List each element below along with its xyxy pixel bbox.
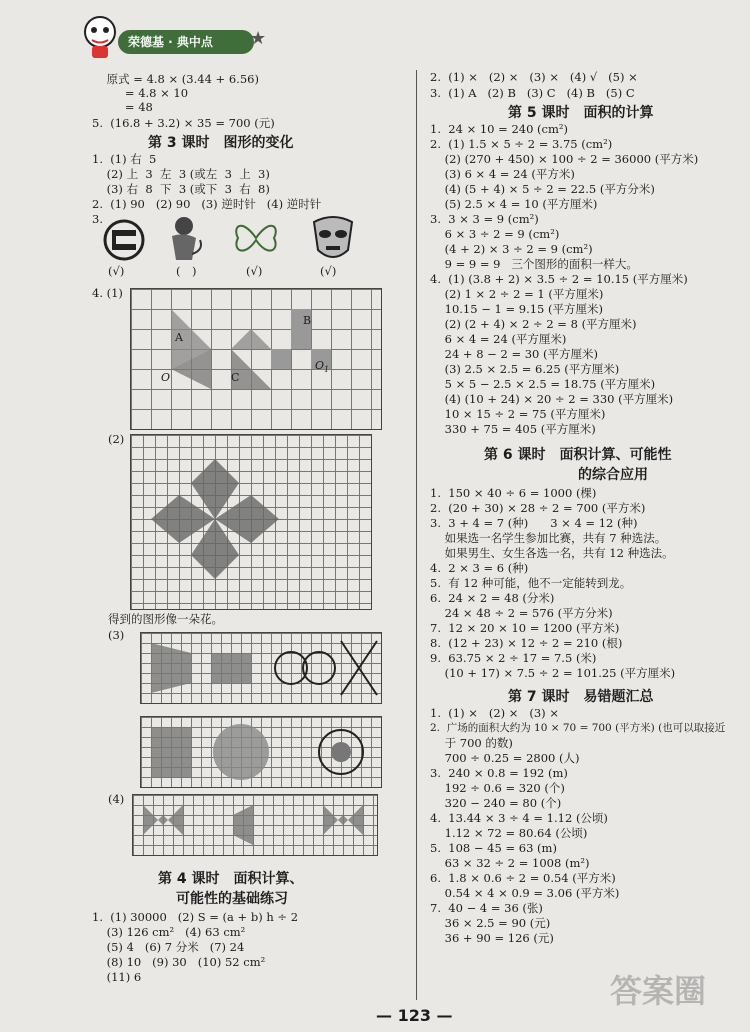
- section-title-lesson4-line2: 可能性的基础练习: [176, 891, 288, 907]
- text-line: (8) 10 (9) 30 (10) 52 cm²: [92, 955, 266, 969]
- text-line: 1. 150 × 40 ÷ 6 = 1000 (棵): [430, 486, 597, 500]
- text-line: 10 × 15 ÷ 2 = 75 (平方厘米): [430, 407, 606, 421]
- text-line: 5. (16.8 + 3.2) × 35 = 700 (元): [92, 116, 275, 130]
- text-line: 10.15 − 1 = 9.15 (平方厘米): [430, 302, 603, 316]
- butterfly-icon: [232, 216, 280, 260]
- question-label: (4): [108, 792, 125, 806]
- text-line: 1. (1) 30000 (2) S = (a + b) h ÷ 2: [92, 910, 299, 924]
- text-line: (2) (2 + 4) × 2 ÷ 2 = 8 (平方厘米): [430, 317, 637, 331]
- text-line: (2) 1 × 2 ÷ 2 = 1 (平方厘米): [430, 287, 604, 301]
- text-line: 320 − 240 = 80 (个): [430, 796, 562, 810]
- text-line: 4. (1) (3.8 + 2) × 3.5 ÷ 2 = 10.15 (平方厘米): [430, 272, 688, 286]
- text-line: 63 × 32 ÷ 2 = 1008 (m²): [430, 856, 590, 870]
- flower-shape: [131, 435, 371, 609]
- grid-figure-1: [130, 288, 382, 430]
- shape-b4: [271, 349, 291, 369]
- section-title-lesson4-line1: 第 4 课时 面积计算、: [158, 871, 304, 887]
- mascot-logo-icon: [80, 14, 120, 60]
- text-line: (3) 右 8 下 3 (或下 3 右 8): [92, 182, 270, 196]
- section-title-lesson6-line2: 的综合应用: [578, 467, 648, 483]
- coin-symbol-icon: [100, 218, 148, 262]
- text-line: 6 × 4 = 24 (平方厘米): [430, 332, 567, 346]
- text-line: 如果男生、女生各选一名，共有 12 种选法。: [430, 546, 674, 560]
- text-line: 36 × 2.5 = 90 (元): [430, 916, 551, 930]
- text-line: 3. 3 × 3 = 9 (cm²): [430, 212, 539, 226]
- text-line: (2) 上 3 左 3 (或左 3 上 3): [92, 167, 270, 181]
- caption: 得到的图形像一朵花。: [108, 612, 223, 626]
- text-line: 1. 24 × 10 = 240 (cm²): [430, 122, 568, 136]
- label-o1: $O_1$: [315, 359, 330, 375]
- text-line: 4. 13.44 × 3 ÷ 4 = 1.12 (公顷): [430, 811, 608, 825]
- text-line: 3. 3 + 4 = 7 (种) 3 × 4 = 12 (种): [430, 516, 638, 530]
- grid-figure-4: [132, 794, 378, 856]
- text-line: 于 700 的数): [430, 736, 513, 750]
- section-title-lesson3: 第 3 课时 图形的变化: [148, 135, 294, 151]
- text-line: (4) (10 + 24) × 20 ÷ 2 = 330 (平方厘米): [430, 392, 674, 406]
- answer-mark: (√): [108, 264, 125, 278]
- text-line: 1. (1) × (2) × (3) ×: [430, 706, 559, 720]
- text-line: (3) 126 cm² (4) 63 cm²: [92, 925, 246, 939]
- section-title-lesson6-line1: 第 6 课时 面积计算、可能性: [484, 447, 672, 463]
- answer-mark: (√): [320, 264, 337, 278]
- text-line: 8. (12 + 23) × 12 ÷ 2 = 210 (根): [430, 636, 623, 650]
- text-line: 原式 = 4.8 × (3.44 + 6.56): [92, 72, 259, 86]
- text-line: = 48: [92, 100, 153, 114]
- text-line: 700 ÷ 0.25 = 2800 (人): [430, 751, 580, 765]
- monkey-icon: [162, 214, 206, 264]
- text-line: 330 + 75 = 405 (平方厘米): [430, 422, 596, 436]
- text-line: 2. (1) × (2) × (3) × (4) √ (5) ×: [430, 70, 638, 84]
- text-line: 2. 广场的面积大约为 10 × 70 = 700 (平方米) (也可以取接近: [430, 722, 726, 734]
- opera-mask-icon: [310, 212, 356, 264]
- section-title-lesson5: 第 5 课时 面积的计算: [508, 105, 654, 121]
- text-line: 6. 1.8 × 0.6 ÷ 2 = 0.54 (平方米): [430, 871, 616, 885]
- text-line: 6. 24 × 2 = 48 (分米): [430, 591, 555, 605]
- text-line: 1.12 × 72 = 80.64 (公顷): [430, 826, 588, 840]
- text-line: (2) (270 + 450) × 100 ÷ 2 = 36000 (平方米): [430, 152, 699, 166]
- text-line: (4 + 2) × 3 ÷ 2 = 9 (cm²): [430, 242, 593, 256]
- text-line: = 4.8 × 10: [92, 86, 189, 100]
- brand-logo: 荣德基 · 典中点: [118, 30, 254, 54]
- text-line: 如果选一名学生参加比赛，共有 7 种选法。: [430, 531, 667, 545]
- text-line: (10 + 17) × 7.5 ÷ 2 = 101.25 (平方厘米): [430, 666, 676, 680]
- text-line: (3) 2.5 × 2.5 = 6.25 (平方厘米): [430, 362, 620, 376]
- text-line: (5) 2.5 × 4 = 10 (平方厘米): [430, 197, 598, 211]
- star-icon: ★: [250, 28, 267, 49]
- grid-figure-3b: [140, 716, 382, 788]
- text-line: 2. (20 + 30) × 28 ÷ 2 = 700 (平方米): [430, 501, 646, 515]
- text-line: 3. (1) A (2) B (3) C (4) B (5) C: [430, 86, 635, 100]
- text-line: 4. 2 × 3 = 6 (种): [430, 561, 529, 575]
- grid-figure-3a: [140, 632, 382, 704]
- text-line: 3. 240 × 0.8 = 192 (m): [430, 766, 568, 780]
- page-number: — 123 —: [376, 1006, 453, 1025]
- text-line: 24 + 8 − 2 = 30 (平方厘米): [430, 347, 598, 361]
- transform-shapes: [131, 289, 381, 429]
- shape-b2: [291, 329, 311, 349]
- text-line: 5 × 5 − 2.5 × 2.5 = 18.75 (平方厘米): [430, 377, 656, 391]
- watermark-logo: 答案圈: [610, 972, 707, 1010]
- text-line: 5. 108 − 45 = 63 (m): [430, 841, 557, 855]
- answer-mark: ( ): [176, 264, 197, 278]
- text-line: 9 = 9 = 9 三个图形的面积一样大。: [430, 257, 638, 271]
- text-line: 192 ÷ 0.6 = 320 (个): [430, 781, 565, 795]
- section-title-lesson7: 第 7 课时 易错题汇总: [508, 689, 654, 705]
- text-line: 0.54 × 4 × 0.9 = 3.06 (平方米): [430, 886, 620, 900]
- text-line: 2. (1) 90 (2) 90 (3) 逆时针 (4) 逆时针: [92, 197, 322, 211]
- rotation-shapes: [133, 795, 377, 855]
- question-label: (3): [108, 628, 125, 642]
- label-o: O: [161, 371, 171, 384]
- text-line: 5. 有 12 种可能，他不一定能转到龙。: [430, 576, 632, 590]
- symmetry-shapes-b: [141, 717, 381, 787]
- shape-c2: [231, 329, 271, 349]
- question-label: (2): [108, 432, 125, 446]
- question-label: 4. (1): [92, 286, 123, 300]
- text-line: 2. (1) 1.5 × 5 ÷ 2 = 3.75 (cm²): [430, 137, 613, 151]
- label-c: C: [231, 371, 240, 384]
- text-line: (4) (5 + 4) × 5 ÷ 2 = 22.5 (平方分米): [430, 182, 655, 196]
- grid-figure-2: [130, 434, 372, 610]
- text-line: 9. 63.75 × 2 ÷ 17 = 7.5 (米): [430, 651, 597, 665]
- column-divider: [416, 70, 417, 1000]
- text-line: 3.: [92, 212, 103, 226]
- label-a: A: [175, 331, 183, 344]
- text-line: 1. (1) 右 5: [92, 152, 157, 166]
- answer-mark: (√): [246, 264, 263, 278]
- symmetry-shapes-a: [141, 633, 381, 703]
- text-line: 7. 12 × 20 × 10 = 1200 (平方米): [430, 621, 620, 635]
- text-line: 6 × 3 ÷ 2 = 9 (cm²): [430, 227, 560, 241]
- text-line: 7. 40 − 4 = 36 (张): [430, 901, 543, 915]
- text-line: 36 + 90 = 126 (元): [430, 931, 554, 945]
- text-line: (5) 4 (6) 7 分米 (7) 24: [92, 940, 245, 954]
- label-b: B: [303, 314, 312, 327]
- text-line: 24 × 48 ÷ 2 = 576 (平方分米): [430, 606, 613, 620]
- text-line: (3) 6 × 4 = 24 (平方米): [430, 167, 575, 181]
- text-line: (11) 6: [92, 970, 142, 984]
